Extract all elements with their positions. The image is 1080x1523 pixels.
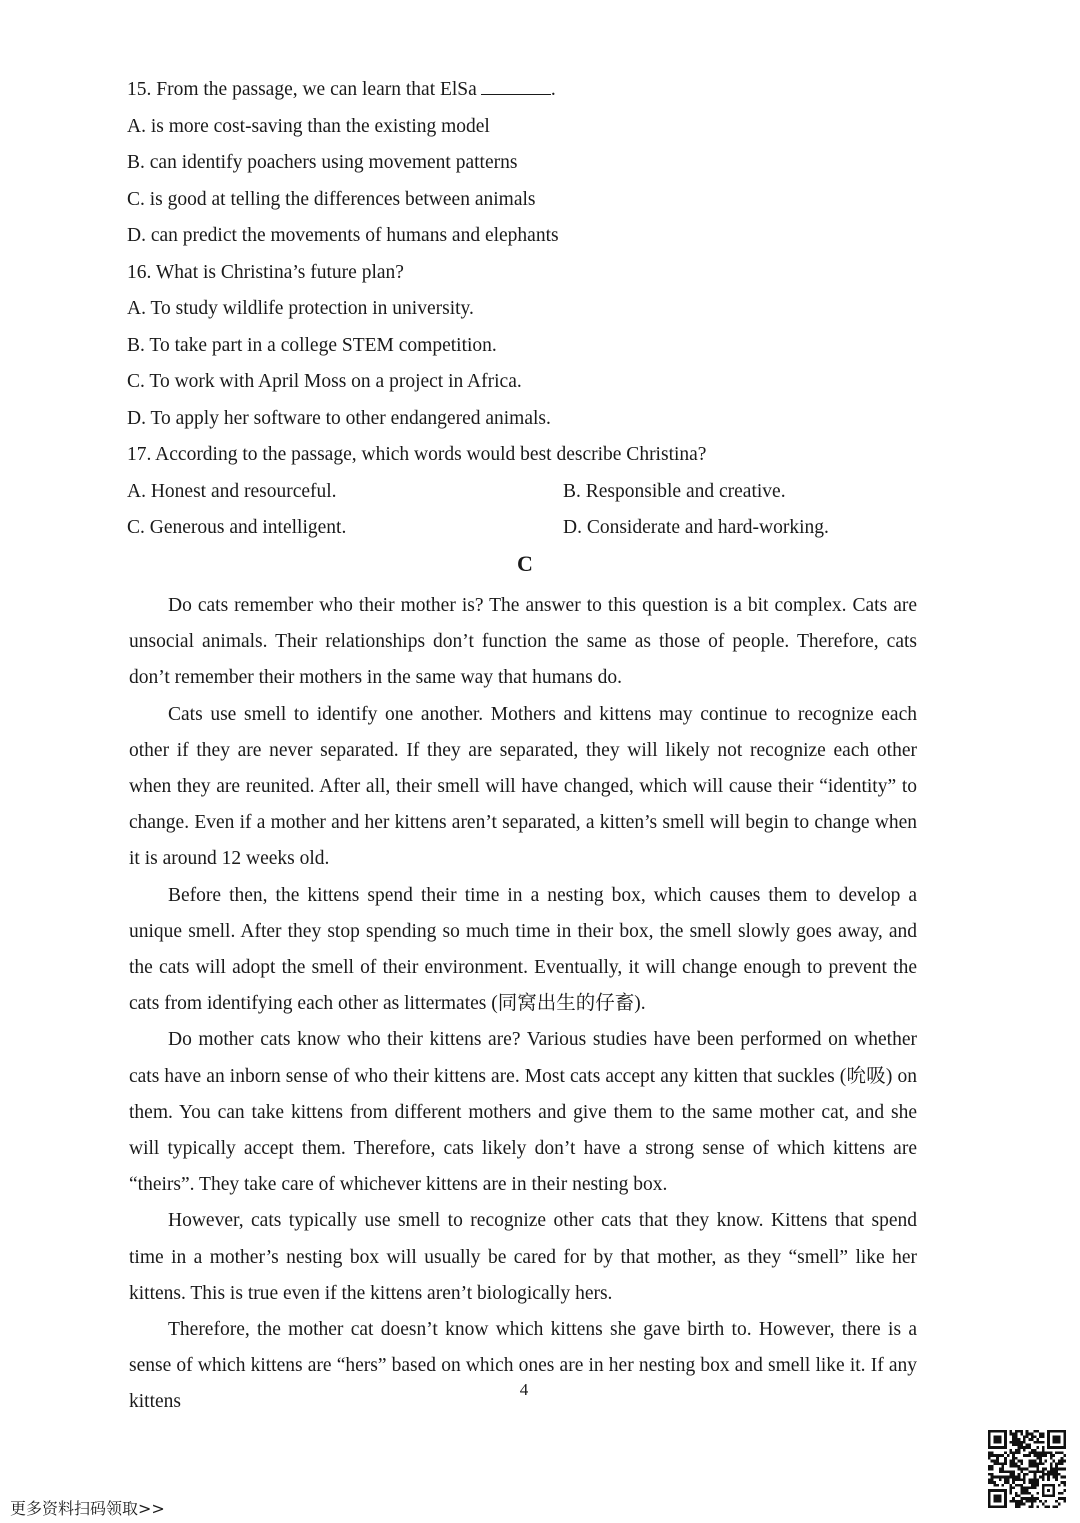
question-15-stem-end: . (550, 79, 556, 100)
question-16-option-b: B. To take part in a college STEM competition. (127, 334, 497, 356)
question-15-option-b: B. can identify poachers using movement patterns (127, 152, 518, 173)
question-15-option-c: C. is good at telling the differences between animals (127, 188, 536, 210)
question-16-option-d: D. To apply her software to other endangered animals. (127, 407, 551, 429)
reading-passage (129, 588, 917, 1421)
question-16-stem: 16. What is Christina’s future plan? (127, 261, 404, 283)
question-17-option-d: D. Considerate and hard-working. (563, 517, 829, 538)
question-block (127, 76, 927, 551)
paragraph-3: Before then, the kittens spend their time in a nesting box, which causes them to develop a unique smell. After they stop spending so much time in their box, the smell slowly goes away, and the cats will adopt the smell of their environment. Eventually, it will change enough to prevent the cats from identifying each other as littermates (同窝出生的仔畜). (129, 884, 917, 1015)
question-17-stem: 17. According to the passage, which words would best describe Christina? (127, 444, 707, 465)
paragraph-4: Do mother cats know who their kittens are? Various studies have been performed on whether cats have an inborn sense of who their kittens are. Most cats accept any kitten that suckles (吮吸) on them. You can take kittens from different mothers and give them to the same mother cat, and she will typically accept them. Therefore, cats likely don’t have a strong sense of which kittens are “theirs”. They take care of whichever kittens are in their nesting box. (129, 1029, 917, 1196)
question-17-option-b: B. Responsible and creative. (563, 480, 786, 502)
question-16-option-a: A. To study wildlife protection in university. (127, 298, 474, 319)
qr-code-icon[interactable] (988, 1430, 1066, 1508)
question-17-option-c: C. Generous and intelligent. (127, 517, 347, 538)
question-15-option-a: A. is more cost-saving than the existing model (127, 115, 490, 137)
question-17-option-a: A. Honest and resourceful. (127, 480, 337, 502)
question-15-stem (127, 76, 927, 113)
paragraph-5: However, cats typically use smell to recognize other cats that they know. Kittens that spend time in a mother’s nesting box will usually be cared for by that mother, as they “smell” like her kittens. This is true even if the kittens aren’t biologically hers. (129, 1210, 917, 1304)
footer-promo-text[interactable]: 更多资料扫码领取>> (10, 1499, 165, 1518)
question-17-options-row-1 (127, 478, 927, 515)
paragraph-2: Cats use smell to identify one another. Mothers and kittens may continue to recognize each other if they are never separated. If they are separated, they will likely not recognize each other when they are reunited. After all, their smell will have changed, which will cause their “identity” to change. Even if a mother and her kittens aren’t separated, a kitten’s smell will begin to change when it is around 12 weeks old. (129, 703, 917, 870)
question-15-text: 15. From the passage, we can learn that ElSa (127, 79, 477, 100)
paragraph-1: Do cats remember who their mother is? The answer to this question is a bit complex. Cats are unsocial animals. Their relationships don’t function the same as those of people. Therefore, cats don’t remember their mothers in the same way that humans do. (129, 595, 917, 689)
page-number: 4 (519, 1380, 529, 1399)
question-15-option-d: D. can predict the movements of humans and elephants (127, 225, 559, 246)
question-16-option-c: C. To work with April Moss on a project in Africa. (127, 371, 522, 392)
section-title: C (517, 551, 533, 576)
answer-blank (481, 76, 551, 95)
question-17-options-row-2 (127, 514, 927, 551)
paragraph-6: Therefore, the mother cat doesn’t know which kittens she gave birth to. However, there is a sense of which kittens are “hers” based on which ones are in her nesting box and smell like it. If any kittens (129, 1319, 917, 1413)
